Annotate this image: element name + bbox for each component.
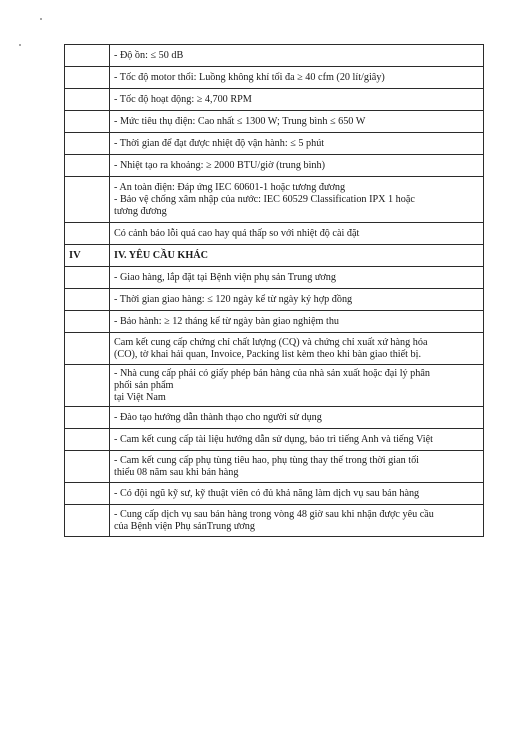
requirement-row (65, 267, 484, 289)
requirement-text-cell (110, 483, 484, 505)
requirement-line: - Cam kết cung cấp tài liệu hướng dẫn sử dụng, bảo trì tiếng Anh và tiếng Việt (114, 433, 433, 445)
requirement-text-block (114, 316, 479, 328)
requirement-row (65, 451, 484, 483)
requirement-text-cell (110, 267, 484, 289)
requirement-row (65, 155, 484, 177)
requirement-text-block (114, 116, 479, 128)
requirement-text-cell (110, 223, 484, 245)
row-number-cell (65, 505, 110, 537)
requirement-text-block (114, 509, 479, 533)
requirement-line: - Thời gian giao hàng: ≤ 120 ngày kể từ ngày ký hợp đồng (114, 293, 353, 305)
requirement-text-block (114, 250, 479, 262)
requirement-row (65, 111, 484, 133)
requirement-line: - An toàn điện: Đáp ứng IEC 60601-1 hoặc tương đương (114, 181, 346, 193)
requirement-row (65, 505, 484, 537)
requirement-text-cell (110, 333, 484, 365)
requirement-line: tại Việt Nam (114, 391, 166, 403)
requirement-text-block (114, 434, 479, 446)
requirement-text-block (114, 412, 479, 424)
requirement-line: thiểu 08 năm sau khi bán hàng (114, 466, 239, 478)
row-number-cell (65, 133, 110, 155)
requirement-text-block (114, 488, 479, 500)
requirements-table-body (65, 45, 484, 537)
requirement-text-block (114, 50, 479, 62)
requirement-text-cell (110, 311, 484, 333)
requirement-line: - Tốc độ motor thổi: Luồng không khí tối đa ≥ 40 cfm (20 lít/giây) (114, 71, 385, 83)
requirement-text-cell (110, 365, 484, 407)
requirement-line: - Đào tạo hướng dẫn thành thạo cho người sử dụng (114, 411, 322, 423)
row-number-cell (65, 111, 110, 133)
requirement-line: - Bảo hành: ≥ 12 tháng kể từ ngày bàn giao nghiệm thu (114, 315, 340, 327)
requirement-line: - Có đội ngũ kỹ sư, kỹ thuật viên có đủ khả năng làm dịch vụ sau bán hàng (114, 487, 420, 499)
requirement-text-cell (110, 451, 484, 483)
row-number-cell (65, 289, 110, 311)
requirement-text-cell (110, 89, 484, 111)
row-number-cell: IV (65, 245, 110, 267)
requirement-line: - Cam kết cung cấp phụ tùng tiêu hao, phụ tùng thay thế trong thời gian tối (114, 454, 420, 466)
requirement-row (65, 289, 484, 311)
requirement-text-block (114, 455, 479, 479)
requirement-text-cell (110, 505, 484, 537)
scan-speck (19, 44, 21, 46)
requirement-row (65, 133, 484, 155)
requirement-text-block (114, 272, 479, 284)
requirement-line: của Bệnh viện Phụ sảnTrung ương (114, 520, 255, 532)
requirement-row (65, 407, 484, 429)
requirement-line: tương đương (114, 205, 167, 217)
requirements-table (64, 44, 484, 537)
requirement-text-cell (110, 407, 484, 429)
requirement-row (65, 365, 484, 407)
requirement-text-block (114, 294, 479, 306)
requirement-text-block (114, 72, 479, 84)
requirement-text-cell (110, 177, 484, 223)
requirement-line: (CO), tờ khai hải quan, Invoice, Packing list kèm theo khi bàn giao thiết bị. (114, 348, 421, 360)
row-number-cell (65, 45, 110, 67)
requirement-line: - Giao hàng, lắp đặt tại Bệnh viện phụ sản Trung ương (114, 271, 336, 283)
requirement-line: - Cung cấp dịch vụ sau bán hàng trong vòng 48 giờ sau khi nhận được yêu cầu (114, 508, 434, 520)
requirement-row (65, 177, 484, 223)
requirement-line: Cam kết cung cấp chứng chỉ chất lượng (CQ) và chứng chỉ xuất xứ hàng hóa (114, 336, 428, 348)
requirement-text-block (114, 94, 479, 106)
requirement-text-cell (110, 155, 484, 177)
requirement-row (65, 429, 484, 451)
requirement-line: - Nhiệt tạo ra khoảng: ≥ 2000 BTU/giờ (trung bình) (114, 159, 326, 171)
row-number-cell (65, 67, 110, 89)
row-number-cell (65, 429, 110, 451)
requirement-line: - Bảo vệ chống xâm nhập của nước: IEC 60529 Classification IPX 1 hoặc (114, 193, 415, 205)
row-number-cell (65, 267, 110, 289)
requirement-line: - Độ ồn: ≤ 50 dB (114, 49, 184, 61)
row-number-cell (65, 311, 110, 333)
requirement-text-block (114, 138, 479, 150)
requirement-text-block (114, 182, 479, 218)
requirement-text-cell (110, 429, 484, 451)
requirement-text-cell (110, 111, 484, 133)
requirement-line: phối sản phẩm (114, 379, 174, 391)
scan-speck (40, 18, 42, 20)
requirement-text-block (114, 228, 479, 240)
row-number-cell (65, 177, 110, 223)
requirement-line: - Thời gian để đạt được nhiệt độ vận hành: ≤ 5 phút (114, 137, 325, 149)
requirement-text-cell (110, 245, 484, 267)
requirement-line: - Tốc độ hoạt động: ≥ 4,700 RPM (114, 93, 252, 105)
requirement-text-cell (110, 45, 484, 67)
requirement-text-block (114, 368, 479, 404)
requirement-line: Có cảnh báo lỗi quá cao hay quá thấp so với nhiệt độ cài đặt (114, 227, 360, 239)
requirement-line: - Mức tiêu thụ điện: Cao nhất ≤ 1300 W; Trung bình ≤ 650 W (114, 115, 366, 127)
row-number-cell (65, 451, 110, 483)
requirement-text-cell (110, 67, 484, 89)
requirement-row (65, 45, 484, 67)
row-number-cell (65, 483, 110, 505)
requirement-row (65, 483, 484, 505)
section-header-row (65, 245, 484, 267)
row-number-cell (65, 365, 110, 407)
requirement-row (65, 89, 484, 111)
requirement-row (65, 311, 484, 333)
requirement-text-cell (110, 289, 484, 311)
row-number-cell (65, 89, 110, 111)
requirement-row (65, 333, 484, 365)
row-number-cell (65, 333, 110, 365)
requirement-text-block (114, 337, 479, 361)
requirement-row (65, 223, 484, 245)
row-number-cell (65, 407, 110, 429)
requirement-text-block (114, 160, 479, 172)
row-number-cell (65, 155, 110, 177)
section-title: IV. YÊU CẦU KHÁC (114, 249, 208, 261)
row-number-cell (65, 223, 110, 245)
requirement-line: - Nhà cung cấp phải có giấy phép bán hàng của nhà sản xuất hoặc đại lý phân (114, 367, 430, 379)
requirement-row (65, 67, 484, 89)
requirement-text-cell (110, 133, 484, 155)
